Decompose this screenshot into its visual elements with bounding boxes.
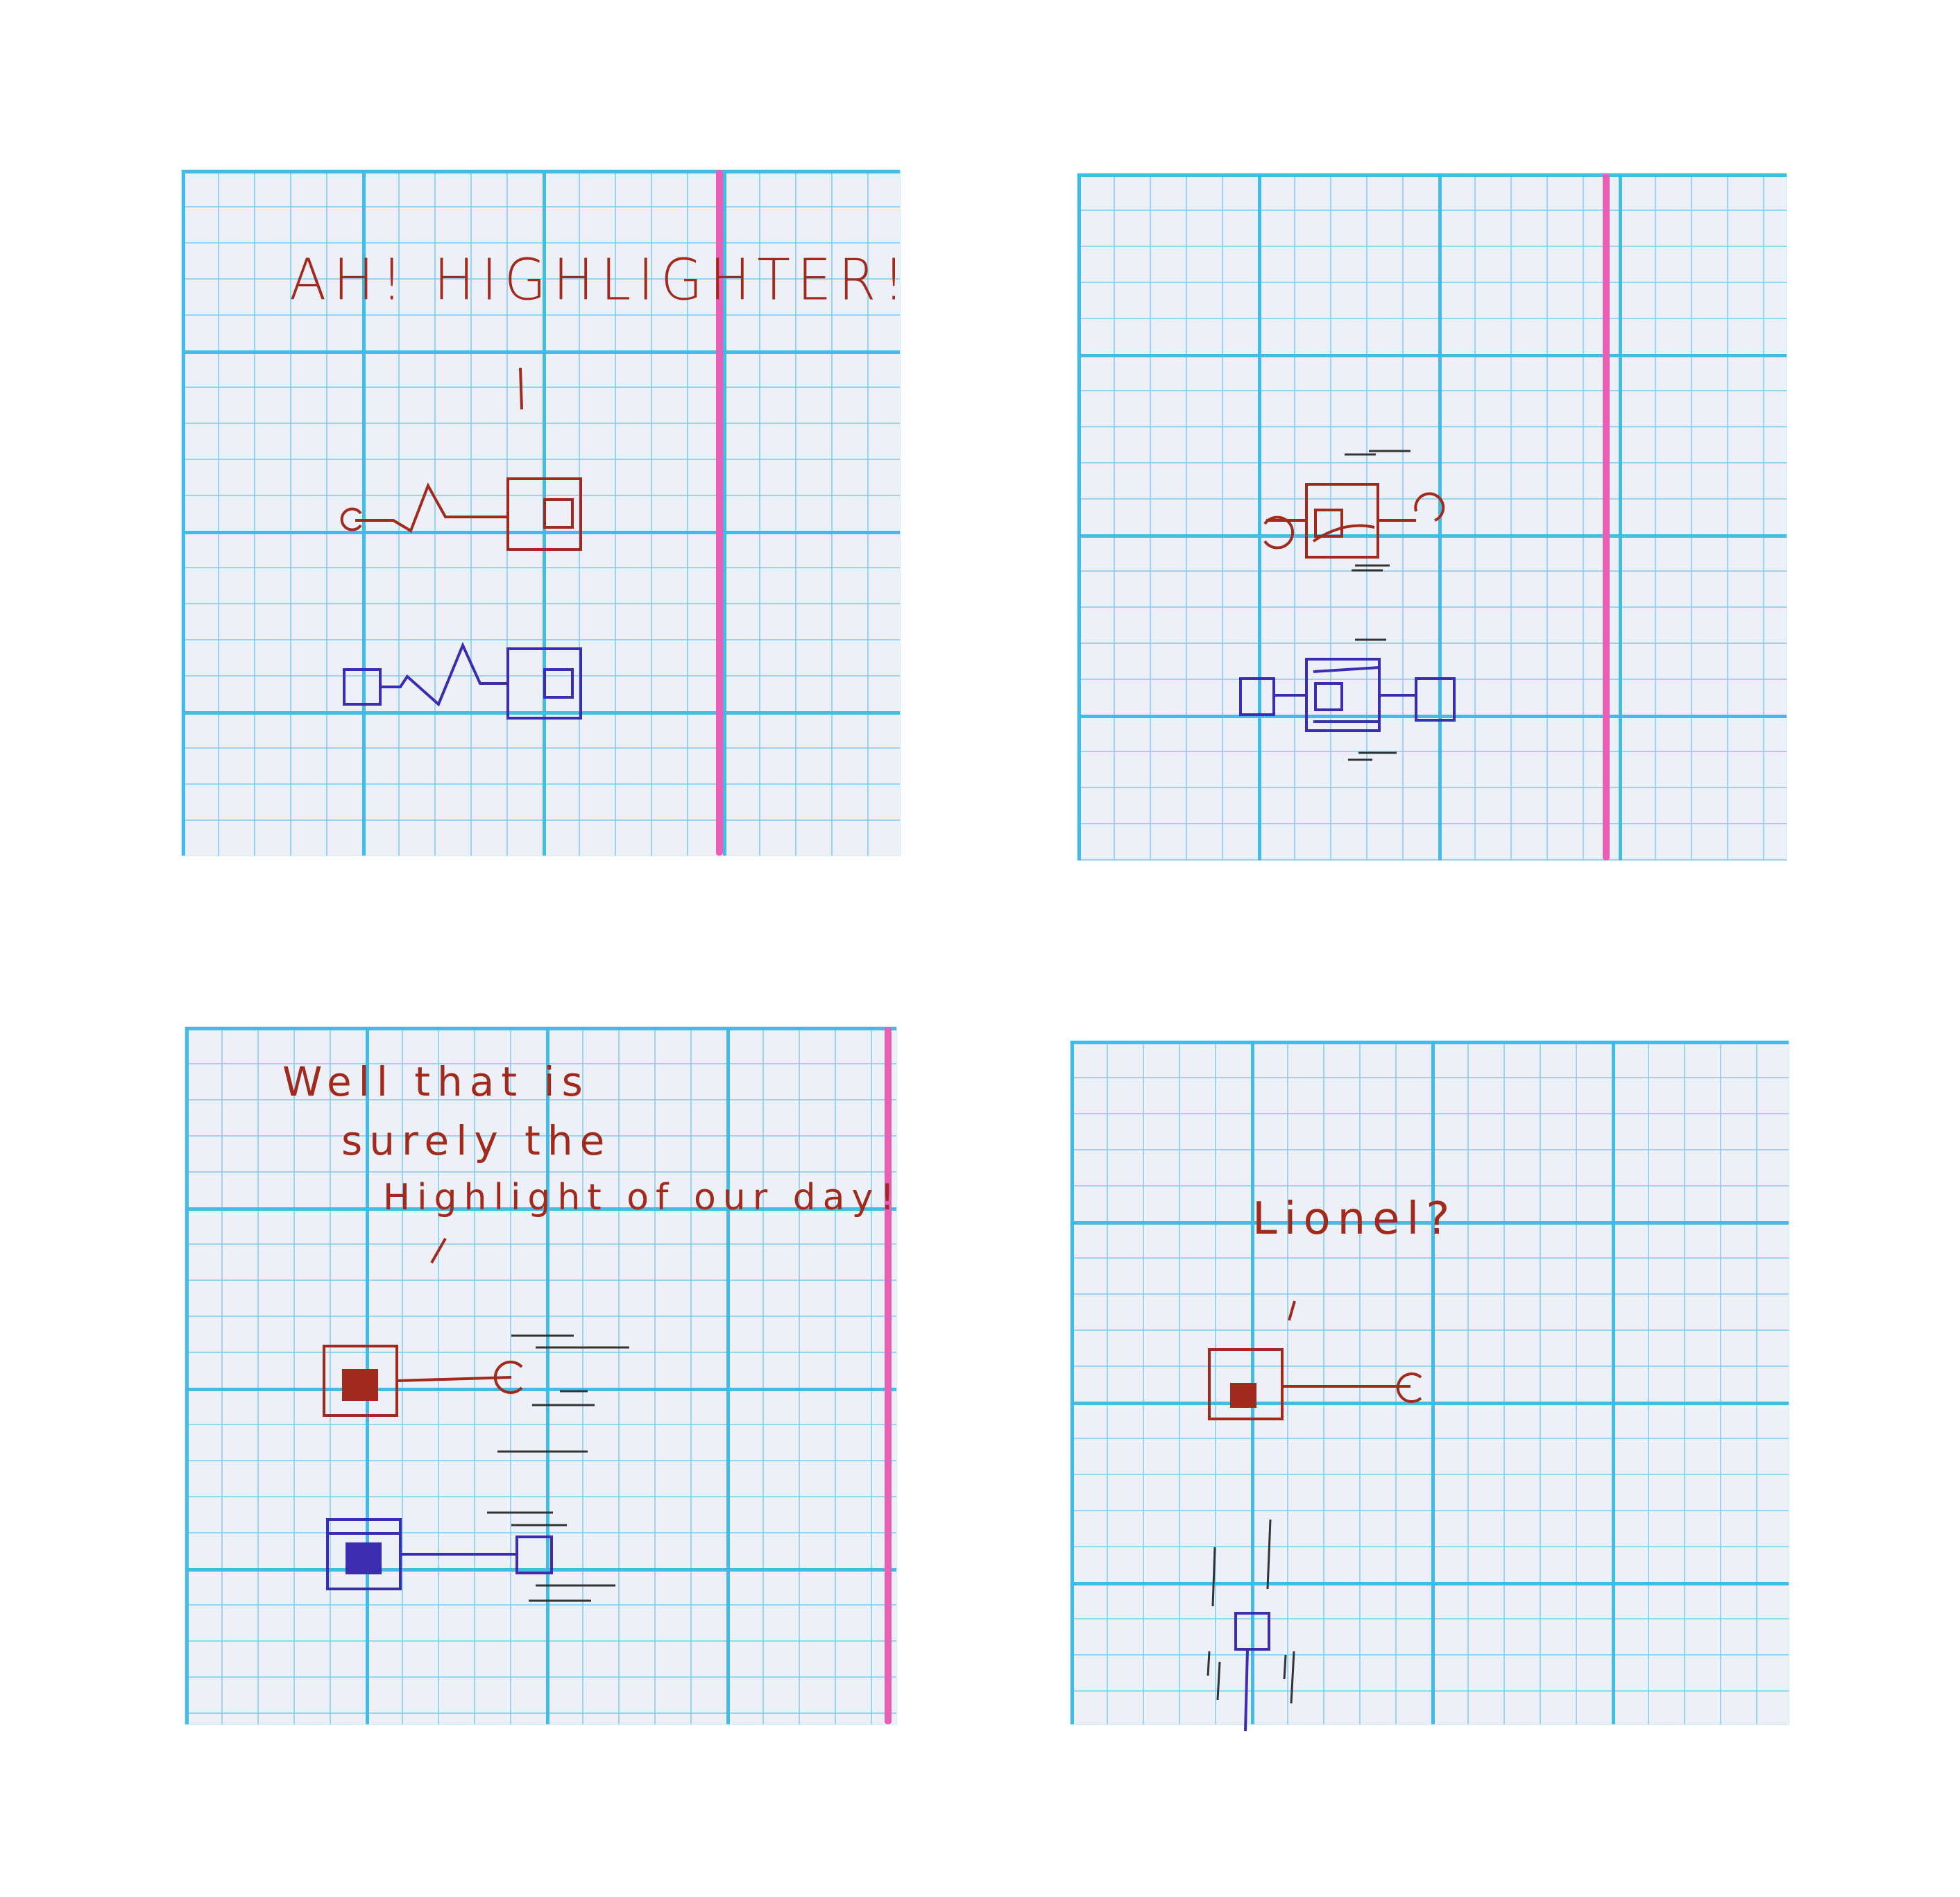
red-character-cluster: [1265, 484, 1443, 557]
red-character: [324, 1346, 522, 1415]
comic-panel-2: [1077, 173, 1787, 860]
blue-character-falling: [1236, 1613, 1269, 1731]
blue-character: [327, 1520, 552, 1589]
motion-lines: [487, 1336, 629, 1601]
panel-1-drawing: [182, 170, 900, 856]
speech-tail: [1289, 1301, 1295, 1320]
red-character: [1209, 1350, 1421, 1419]
comic-panel-4: [1071, 1041, 1789, 1724]
motion-lines: [1208, 1520, 1294, 1703]
speech-line-3: Highlight of our day!: [383, 1177, 902, 1218]
panel-4-drawing: [1071, 1041, 1789, 1724]
speech-line-2: surely the: [341, 1117, 612, 1164]
comic-panel-3: [185, 1027, 902, 1724]
speech-text: AH! HIGHLIGHTER!: [289, 247, 912, 314]
red-character: [342, 479, 581, 550]
blue-character: [344, 645, 581, 718]
blue-character-cluster: [1241, 659, 1454, 731]
speech-line-1: Well that is: [282, 1058, 590, 1105]
speech-tail: [520, 368, 522, 409]
panel-2-drawing: [1077, 173, 1787, 860]
speech-tail: [432, 1239, 445, 1263]
speech-text: Lionel?: [1252, 1193, 1457, 1245]
comic-panel-1: [182, 170, 912, 856]
panel-3-drawing: [185, 1027, 896, 1724]
